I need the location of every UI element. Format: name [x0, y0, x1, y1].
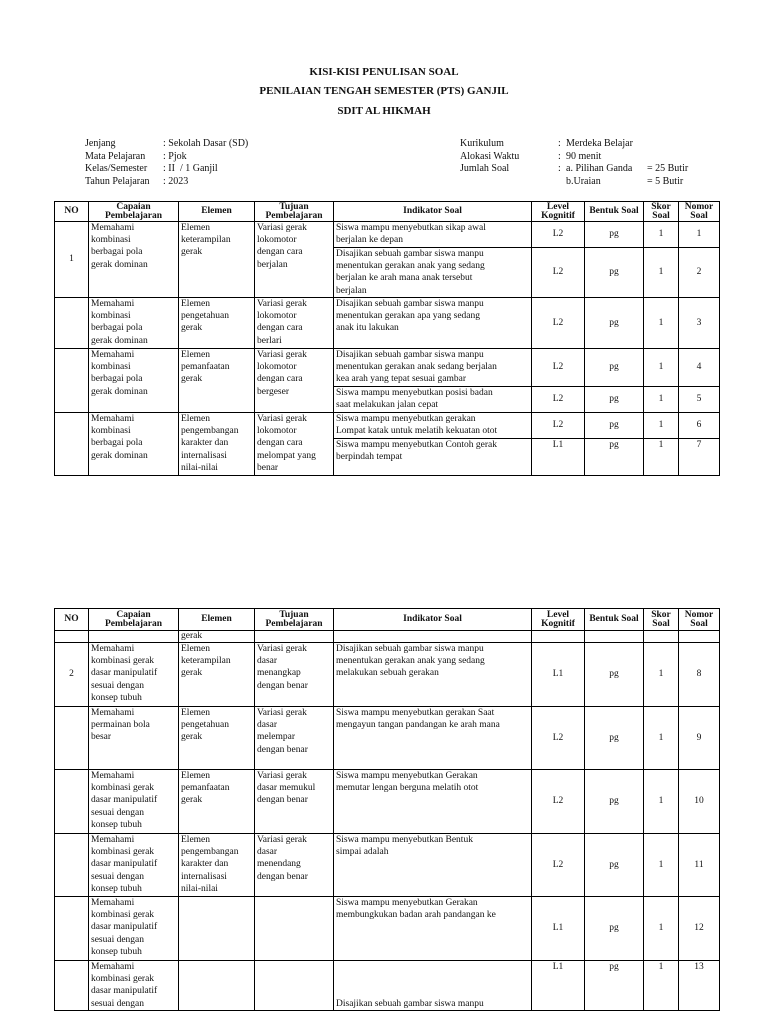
level-cell: L1 [532, 961, 585, 1011]
col-nomor: Nomor Soal [679, 202, 720, 222]
col-tujuan: Tujuan Pembelajaran [255, 609, 334, 631]
empty-cell [334, 631, 532, 643]
level-cell: L1 [532, 643, 585, 707]
indikator-cell: Disajikan sebuah gambar siswa manpu menentukan gerakan anak yang sedang berjalan ke arah mana anak tersebut berjalan [334, 248, 532, 298]
col-nomor: Nomor Soal [679, 609, 720, 631]
level-cell: L2 [532, 222, 585, 248]
school-name: SDIT AL HIKMAH [337, 105, 431, 117]
col-indikator: Indikator Soal [334, 609, 532, 631]
skor-cell: 1 [644, 349, 679, 387]
empty-cell [55, 770, 89, 834]
tujuan-cell: Variasi gerak lokomotor dengan cara melompat yang benar [255, 413, 334, 476]
empty-cell [255, 631, 334, 643]
col-level: Level Kognitif [532, 609, 585, 631]
empty-cell [55, 961, 89, 1011]
level-cell: L1 [532, 897, 585, 961]
indikator-cell: Disajikan sebuah gambar siswa manpu menentukan gerakan apa yang sedang anak itu lakukan [334, 298, 532, 349]
table-row [55, 834, 720, 897]
tujuan-cell: Variasi gerak lokomotor dengan cara berlari [255, 298, 334, 349]
skor-cell: 1 [644, 298, 679, 349]
table-header-row [55, 202, 720, 222]
bentuk-cell: pg [585, 707, 644, 770]
tujuan-cell [255, 961, 334, 1011]
empty-cell [585, 631, 644, 643]
skor-cell: 1 [644, 222, 679, 248]
elemen-cell: Elemen pengetahuan gerak [179, 298, 255, 349]
capaian-cell: Memahami permainan bola besar [89, 707, 179, 770]
kisi-table-1 [54, 201, 720, 476]
table-header-row [55, 609, 720, 631]
level-cell: L2 [532, 707, 585, 770]
indikator-cell: Siswa mampu menyebutkan Bentuk simpai adalah [334, 834, 532, 897]
empty-cell [55, 897, 89, 961]
level-cell: L2 [532, 834, 585, 897]
tujuan-cell: Variasi gerak dasar melempar dengan benar [255, 707, 334, 770]
bentuk-cell: pg [585, 961, 644, 1011]
capaian-cell: Memahami kombinasi gerak dasar manipulatif sesuai dengan konsep tubuh [89, 897, 179, 961]
indikator-cell: Siswa mampu menyebutkan Gerakan memutar lengan berguna melatih otot [334, 770, 532, 834]
table-row [55, 631, 720, 643]
empty-cell [89, 631, 179, 643]
empty-cell [679, 631, 720, 643]
capaian-cell: Memahami kombinasi gerak dasar manipulatif sesuai dengan konsep tubuh [89, 770, 179, 834]
level-cell: L2 [532, 413, 585, 439]
nomor-cell: 10 [679, 770, 720, 834]
indikator-cell: Siswa mampu menyebutkan posisi badan saat melakukan jalan cepat [334, 387, 532, 413]
col-no: NO [55, 202, 89, 222]
bentuk-cell: pg [585, 349, 644, 387]
col-elemen: Elemen [179, 609, 255, 631]
info-right-labels: Kurikulum Alokasi Waktu Jumlah Soal [460, 138, 520, 174]
skor-cell: 1 [644, 834, 679, 897]
col-skor: Skor Soal [644, 609, 679, 631]
info-left-values: : Sekolah Dasar (SD) : Pjok : II / 1 Ganjil : 2023 [163, 138, 249, 187]
empty-cell [55, 298, 89, 349]
level-cell: L2 [532, 387, 585, 413]
indikator-cell: Disajikan sebuah gambar siswa manpu menentukan gerakan anak sedang berjalan kea arah yang tepat sesuai gambar [334, 349, 532, 387]
skor-cell: 1 [644, 770, 679, 834]
kisi-table-2 [54, 608, 720, 1011]
nomor-cell: 9 [679, 707, 720, 770]
table-row [55, 222, 720, 248]
skor-cell: 1 [644, 248, 679, 298]
elemen-cell: Elemen keterampilan gerak [179, 222, 255, 298]
elemen-cell: Elemen pemanfaatan gerak [179, 770, 255, 834]
skor-cell: 1 [644, 707, 679, 770]
capaian-cell: Memahami kombinasi berbagai pola gerak dominan [89, 298, 179, 349]
info-right-counts: = 25 Butir = 5 Butir [647, 163, 689, 187]
indikator-cell: Siswa mampu menyebutkan Gerakan membungkukan badan arah pandangan ke [334, 897, 532, 961]
nomor-cell: 7 [679, 439, 720, 476]
info-right-values: Merdeka Belajar 90 menit a. Pilihan Ganda b.Uraian [566, 138, 633, 187]
indikator-cell: Disajikan sebuah gambar siswa manpu [334, 961, 532, 1011]
bentuk-cell: pg [585, 643, 644, 707]
level-cell: L2 [532, 770, 585, 834]
table-row [55, 961, 720, 1011]
elemen-carry-cell: gerak [179, 631, 255, 643]
elemen-cell [179, 961, 255, 1011]
level-cell: L1 [532, 439, 585, 476]
nomor-cell: 11 [679, 834, 720, 897]
col-no: NO [55, 609, 89, 631]
info-left-labels: Jenjang Mata Pelajaran Kelas/Semester Tahun Pelajaran [85, 138, 150, 187]
nomor-cell: 8 [679, 643, 720, 707]
bentuk-cell: pg [585, 387, 644, 413]
level-cell: L2 [532, 248, 585, 298]
col-skor: Skor Soal [644, 202, 679, 222]
indikator-cell: Siswa mampu menyebutkan sikap awal berjalan ke depan [334, 222, 532, 248]
indikator-cell: Siswa mampu menyebutkan gerakan Lompat katak untuk melatih kekuatan otot [334, 413, 532, 439]
bentuk-cell: pg [585, 413, 644, 439]
nomor-cell: 13 [679, 961, 720, 1011]
nomor-cell: 6 [679, 413, 720, 439]
level-cell: L2 [532, 298, 585, 349]
empty-cell [55, 707, 89, 770]
bentuk-cell: pg [585, 439, 644, 476]
elemen-cell [179, 897, 255, 961]
capaian-cell: Memahami kombinasi berbagai pola gerak dominan [89, 413, 179, 476]
row-number: 2 [55, 643, 89, 707]
nomor-cell: 5 [679, 387, 720, 413]
tujuan-cell: Variasi gerak lokomotor dengan cara bergeser [255, 349, 334, 413]
nomor-cell: 4 [679, 349, 720, 387]
capaian-cell: Memahami kombinasi gerak dasar manipulatif sesuai dengan [89, 961, 179, 1011]
empty-cell [55, 631, 89, 643]
nomor-cell: 2 [679, 248, 720, 298]
bentuk-cell: pg [585, 897, 644, 961]
bentuk-cell: pg [585, 222, 644, 248]
elemen-cell: Elemen pengembangan karakter dan internalisasi nilai-nilai [179, 413, 255, 476]
indikator-cell: Disajikan sebuah gambar siswa manpu menentukan gerakan anak yang sedang melakukan sebuah gerakan [334, 643, 532, 707]
table-row [55, 897, 720, 961]
col-tujuan: Tujuan Pembelajaran [255, 202, 334, 222]
skor-cell: 1 [644, 643, 679, 707]
tujuan-cell: Variasi gerak lokomotor dengan cara berjalan [255, 222, 334, 298]
skor-cell: 1 [644, 897, 679, 961]
col-capaian: Capaian Pembelajaran [89, 609, 179, 631]
col-capaian: Capaian Pembelajaran [89, 202, 179, 222]
skor-cell: 1 [644, 439, 679, 476]
elemen-cell: Elemen pemanfaatan gerak [179, 349, 255, 413]
col-indikator: Indikator Soal [334, 202, 532, 222]
capaian-cell: Memahami kombinasi gerak dasar manipulatif sesuai dengan konsep tubuh [89, 643, 179, 707]
col-bentuk: Bentuk Soal [585, 609, 644, 631]
col-level: Level Kognitif [532, 202, 585, 222]
elemen-cell: Elemen pengembangan karakter dan internalisasi nilai-nilai [179, 834, 255, 897]
bentuk-cell: pg [585, 298, 644, 349]
capaian-cell: Memahami kombinasi berbagai pola gerak dominan [89, 349, 179, 413]
elemen-cell: Elemen keterampilan gerak [179, 643, 255, 707]
empty-cell [55, 413, 89, 476]
bentuk-cell: pg [585, 770, 644, 834]
tujuan-cell: Variasi gerak dasar menangkap dengan benar [255, 643, 334, 707]
empty-cell [644, 631, 679, 643]
table-row [55, 707, 720, 770]
tujuan-cell: Variasi gerak dasar memukul dengan benar [255, 770, 334, 834]
skor-cell: 1 [644, 961, 679, 1011]
table-row [55, 643, 720, 707]
skor-cell: 1 [644, 387, 679, 413]
bentuk-cell: pg [585, 834, 644, 897]
doc-title: KISI-KISI PENULISAN SOAL [309, 66, 459, 78]
nomor-cell: 1 [679, 222, 720, 248]
capaian-cell: Memahami kombinasi gerak dasar manipulatif sesuai dengan konsep tubuh [89, 834, 179, 897]
table-row [55, 349, 720, 387]
tujuan-cell [255, 897, 334, 961]
nomor-cell: 12 [679, 897, 720, 961]
elemen-cell: Elemen pengetahuan gerak [179, 707, 255, 770]
table-row [55, 770, 720, 834]
col-elemen: Elemen [179, 202, 255, 222]
table-row [55, 298, 720, 349]
level-cell: L2 [532, 349, 585, 387]
col-bentuk: Bentuk Soal [585, 202, 644, 222]
empty-cell [55, 834, 89, 897]
empty-cell [55, 349, 89, 413]
bentuk-cell: pg [585, 248, 644, 298]
empty-cell [532, 631, 585, 643]
skor-cell: 1 [644, 413, 679, 439]
indikator-cell: Siswa mampu menyebutkan gerakan Saat mengayun tangan pandangan ke arah mana [334, 707, 532, 770]
info-right-colons: : : : [558, 138, 561, 174]
tujuan-cell: Variasi gerak dasar menendang dengan benar [255, 834, 334, 897]
table-row [55, 413, 720, 439]
nomor-cell: 3 [679, 298, 720, 349]
capaian-cell: Memahami kombinasi berbagai pola gerak dominan [89, 222, 179, 298]
doc-subtitle: PENILAIAN TENGAH SEMESTER (PTS) GANJIL [259, 85, 509, 97]
indikator-cell: Siswa mampu menyebutkan Contoh gerak berpindah tempat [334, 439, 532, 476]
row-number: 1 [55, 222, 89, 298]
